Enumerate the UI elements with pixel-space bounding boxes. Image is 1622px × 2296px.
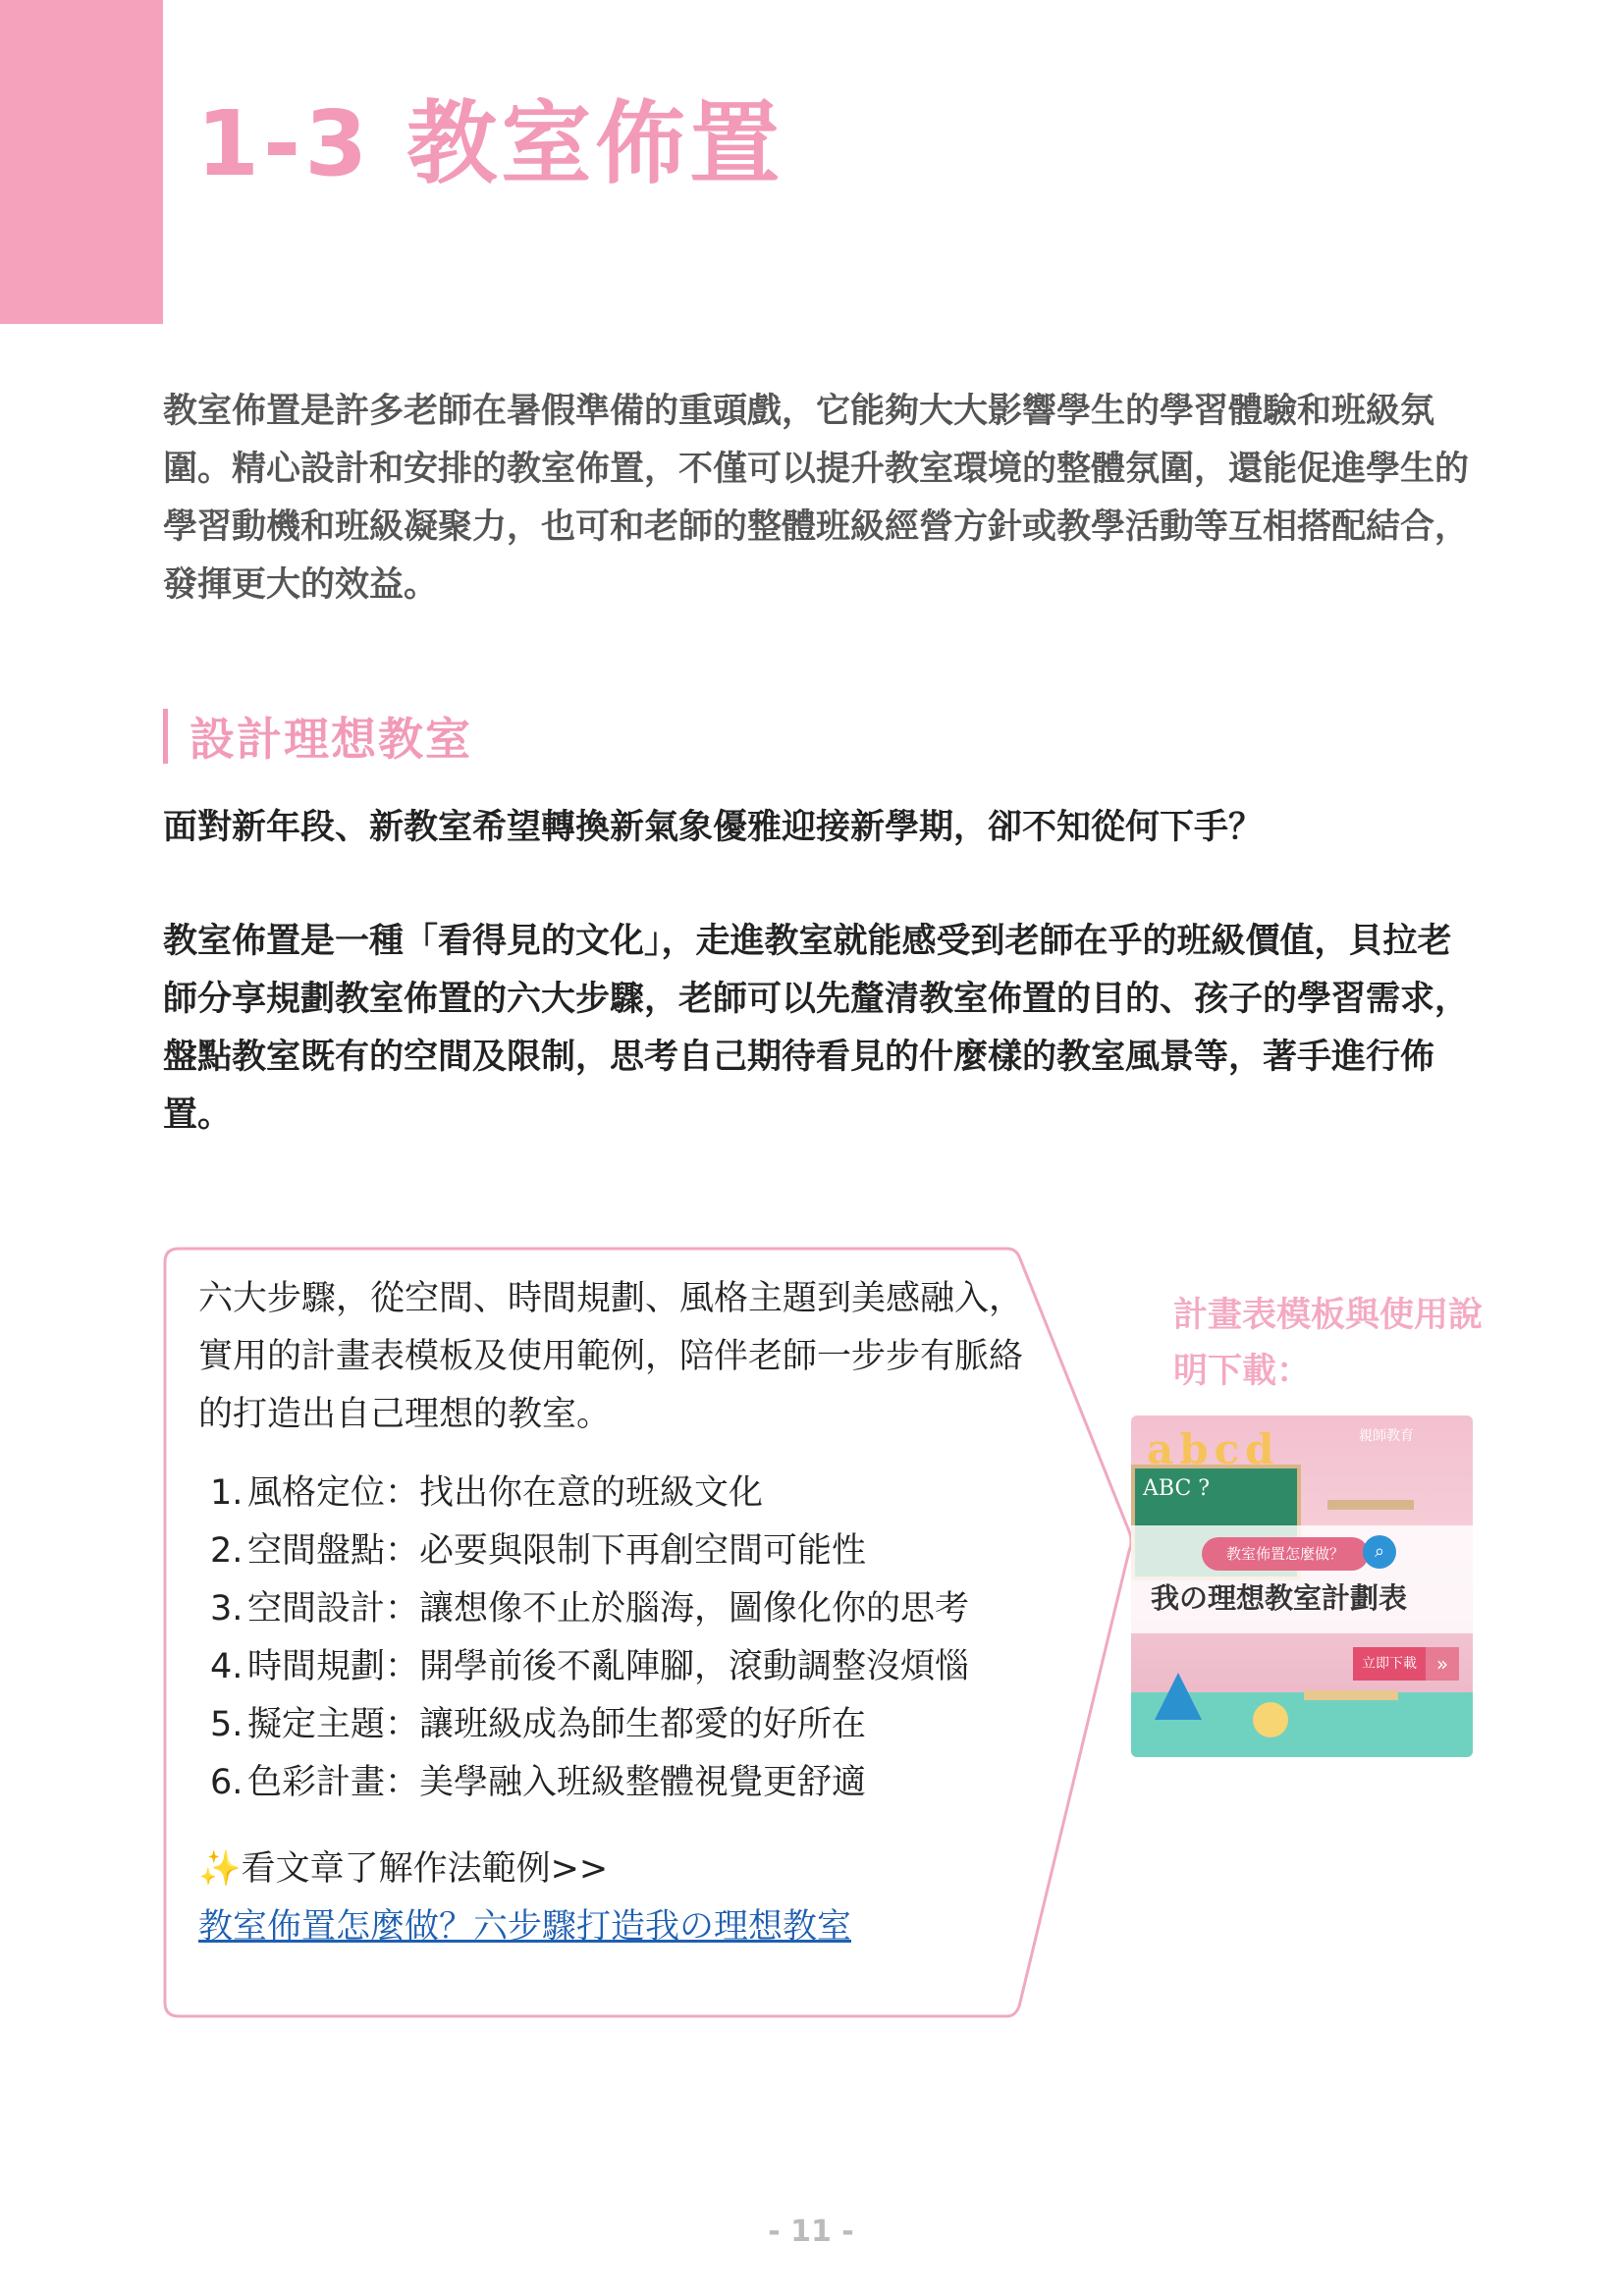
step-text: 擬定主題：讓班級成為師生都愛的好所在 bbox=[247, 1705, 867, 1744]
abcd-letters: abcd bbox=[1147, 1425, 1280, 1473]
article-link[interactable]: 教室佈置怎麼做？六步驟打造我の理想教室 bbox=[198, 1907, 852, 1947]
chalk-text: ABC ? bbox=[1143, 1476, 1211, 1501]
step-number: 6. bbox=[210, 1763, 243, 1802]
step-number: 2. bbox=[210, 1531, 243, 1571]
header-color-block bbox=[0, 0, 163, 324]
planner-download-thumbnail[interactable] bbox=[1131, 1415, 1473, 1757]
search-icon: ⌕ bbox=[1363, 1535, 1396, 1569]
article-tip bbox=[198, 1841, 608, 1898]
download-now-button[interactable]: 立即下載 bbox=[1353, 1647, 1426, 1681]
step-text: 色彩計畫：美學融入班級整體視覺更舒適 bbox=[247, 1763, 867, 1802]
step-number: 3. bbox=[210, 1589, 243, 1629]
section-body: 教室佈置是一種「看得見的文化」，走進教室就能感受到老師在乎的班級價值，貝拉老師分享規劃教室佈置的六大步驟，老師可以先釐清教室佈置的目的、孩子的學習需求，盤點教室既有的空間及限制，思考自己期待看見的什麼樣的教室風景等，著手進行佈置。 bbox=[163, 922, 1470, 1135]
step-number: 4. bbox=[210, 1647, 243, 1686]
step-item bbox=[210, 1465, 1074, 1522]
step-text: 空間盤點：必要與限制下再創空間可能性 bbox=[247, 1531, 867, 1571]
ball-illustration bbox=[1253, 1702, 1288, 1737]
shelf-illustration bbox=[1327, 1500, 1414, 1510]
step-item bbox=[210, 1580, 1074, 1638]
page-title: 1-3 教室佈置 bbox=[196, 91, 784, 196]
step-number: 5. bbox=[210, 1705, 243, 1744]
step-item bbox=[210, 1754, 1074, 1812]
step-text: 空間設計：讓想像不止於腦海，圖像化你的思考 bbox=[247, 1589, 970, 1629]
callout-lead: 六大步驟，從空間、時間規劃、風格主題到美感融入，實用的計畫表模板及使用範例，陪伴老師一步步有脈絡的打造出自己理想的教室。 bbox=[198, 1279, 1024, 1434]
step-text: 風格定位：找出你在意的班級文化 bbox=[247, 1473, 764, 1513]
step-text: 時間規劃：開學前後不亂陣腳，滾動調整沒煩惱 bbox=[247, 1647, 970, 1686]
article-tip-text: 看文章了解作法範例>> bbox=[241, 1849, 609, 1889]
step-item bbox=[210, 1696, 1074, 1754]
cone-illustration bbox=[1155, 1673, 1202, 1720]
step-item bbox=[210, 1522, 1074, 1580]
steps-callout-box bbox=[163, 1247, 1145, 2022]
section-heading-bar bbox=[163, 709, 168, 764]
thumbnail-title: 我の理想教室計劃表 bbox=[1151, 1581, 1408, 1615]
download-label: 計畫表模板與使用說明下載： bbox=[1173, 1296, 1484, 1391]
step-item bbox=[210, 1638, 1074, 1696]
intro-paragraph: 教室佈置是許多老師在暑假準備的重頭戲，它能夠大大影響學生的學習體驗和班級氛圍。精心設計和安排的教室佈置，不僅可以提升教室環境的整體氛圍，還能促進學生的學習動機和班級凝聚力，也可和老師的整體班級經營方針或教學活動等互相搭配結合，發揮更大的效益。 bbox=[163, 392, 1470, 605]
page-number: - 11 - bbox=[768, 2215, 854, 2249]
steps-list bbox=[210, 1465, 1074, 1812]
brand-logo: 親師教育 bbox=[1359, 1428, 1414, 1444]
sparkles-icon: ✨ bbox=[198, 1849, 242, 1889]
section-title: 設計理想教室 bbox=[189, 713, 472, 766]
thumbnail-search-pill: 教室佈置怎麼做？ bbox=[1202, 1537, 1369, 1571]
section-question: 面對新年段、新教室希望轉換新氣象優雅迎接新學期，卻不知從何下手？ bbox=[163, 808, 1264, 847]
double-chevron-right-icon[interactable]: » bbox=[1426, 1647, 1459, 1681]
section-heading bbox=[163, 705, 472, 768]
step-number: 1. bbox=[210, 1473, 243, 1513]
desk-illustration bbox=[1304, 1690, 1398, 1700]
